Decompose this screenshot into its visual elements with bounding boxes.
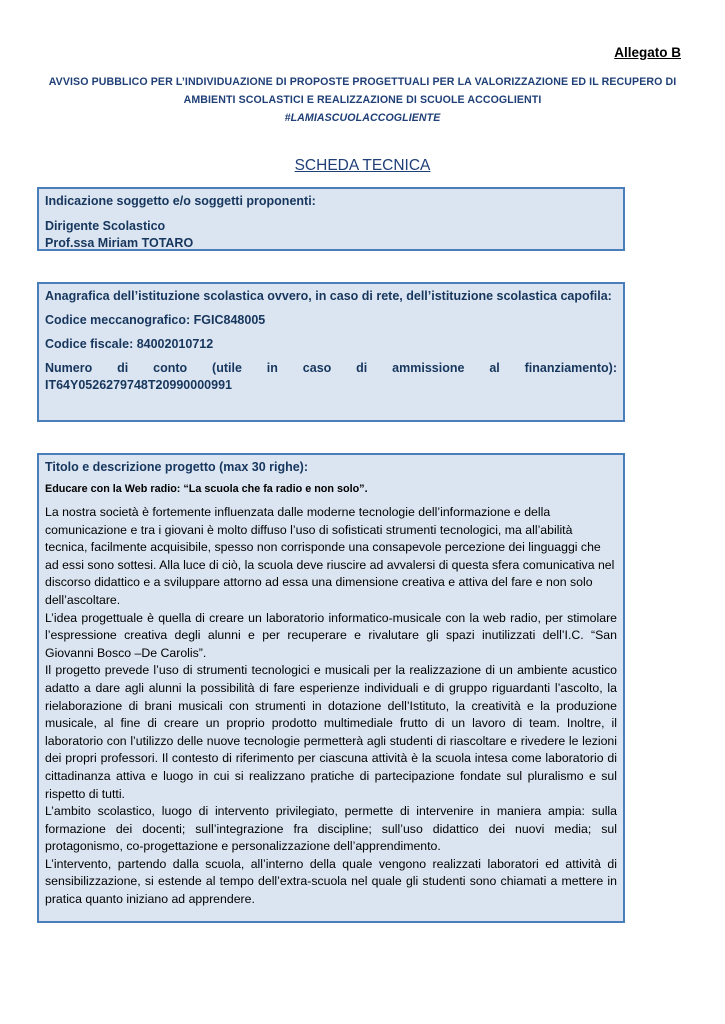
mechanographic-code: Codice meccanografico: FGIC848005 (45, 313, 266, 327)
proponents-label: Indicazione soggetto e/o soggetti proponenti: (45, 194, 316, 208)
proponent-role: Dirigente Scolastico (45, 219, 166, 233)
project-paragraph-1: La nostra società è fortemente influenzata dalle moderne tecnologie dell’informazione e della comunicazione e tra i giovani è molto diffuso l’uso di sofisticati strumenti tecnologici, ma all’abilità tecnica, facilmente acquisibile, spesso non corrisponde una consapevole percezione dei linguaggi che ad essi sono sottesi. Alla luce di ciò, la scuola deve riuscire ad avvalersi di questa sfera comunicativa nel discorso didattico e a sviluppare attorno ad essa una dimensione creativa e attiva del fare e non solo dell’ascoltare. (45, 505, 615, 607)
fiscal-code: Codice fiscale: 84002010712 (45, 337, 214, 351)
notice-heading (30, 73, 695, 127)
proponents-box (37, 187, 625, 251)
account-number (45, 360, 617, 394)
proponent-name: Prof.ssa Miriam TOTARO (45, 236, 194, 250)
project-label: Titolo e descrizione progetto (max 30 righe): (45, 460, 309, 474)
annex-label: Allegato B (614, 45, 681, 60)
project-title: Educare con la Web radio: “La scuola che fa radio e non solo”. (45, 483, 368, 495)
project-paragraph-2: L’idea progettuale è quella di creare un laboratorio informatico-musicale con la web radio, per stimolare l’espressione creativa degli alunni e per recuperare e rivalutare gli spazi inutilizzati dell’I.C. “San Giovanni Bosco –De Carolis”. (45, 610, 617, 660)
page-title: SCHEDA TECNICA (294, 157, 431, 174)
registry-label: Anagrafica dell’istituzione scolastica ovvero, in caso di rete, dell’istituzione scolastica capofila: (45, 289, 612, 303)
project-paragraph-4: L’ambito scolastico, luogo di intervento privilegiato, permette di intervenire in maniera ampia: sulla formazione dei docenti; sull’integrazione fra discipline; sull’uso didattico dei nuovi media; sul protagonismo, co-progettazione e personalizzazione dell’apprendimento. (45, 804, 617, 854)
account-number-label: Numero di conto (utile in caso di ammissione al finanziamento): (45, 361, 617, 375)
notice-line-1: AVVISO PUBBLICO PER L’INDIVIDUAZIONE DI PROPOSTE PROGETTUALI PER LA VALORIZZAZIONE ED IL RECUPERO DI (48, 76, 677, 88)
project-paragraph-3: Il progetto prevede l’uso di strumenti tecnologici e musicali per la realizzazione di un ambiente acustico adatto a dare agli alunni la possibilità di fare esperienze individuali e di gruppo riguardanti l’ascolto, la rielaborazione di brani musicali con strumenti in dotazione dell’Istituto, la creatività e la produzione musicale, al fine di creare un proprio prodotto multimediale frutto di un lavoro di team. Inoltre, il laboratorio con l’utilizzo delle nuove tecnologie permetterà agli studenti di riascoltare e rivedere le lezioni dei propri professori. Il contesto di riferimento per ciascuna attività è la scuola intesa come laboratorio di cittadinanza attiva e luogo in cui si realizzano pratiche di partecipazione fondate sul pluralismo e sul rispetto di tutti. (45, 663, 617, 801)
registry-box (37, 282, 625, 422)
project-paragraph-5: L’intervento, partendo dalla scuola, all’interno della quale vengono realizzati laboratori ed attività di sensibilizzazione, si estende al tempo dell’extra-scuola nel quale gli studenti sono chiamati a mettere in pratica quanto iniziano ad apprendere. (45, 856, 617, 907)
project-box (37, 453, 625, 923)
notice-hashtag: #LAMIASCUOLACCOGLIENTE (284, 112, 441, 124)
account-number-iban: IT64Y0526279748T20990000991 (45, 378, 232, 392)
notice-line-2: AMBIENTI SCOLASTICI E REALIZZAZIONE DI SCUOLE ACCOGLIENTI (183, 94, 542, 106)
